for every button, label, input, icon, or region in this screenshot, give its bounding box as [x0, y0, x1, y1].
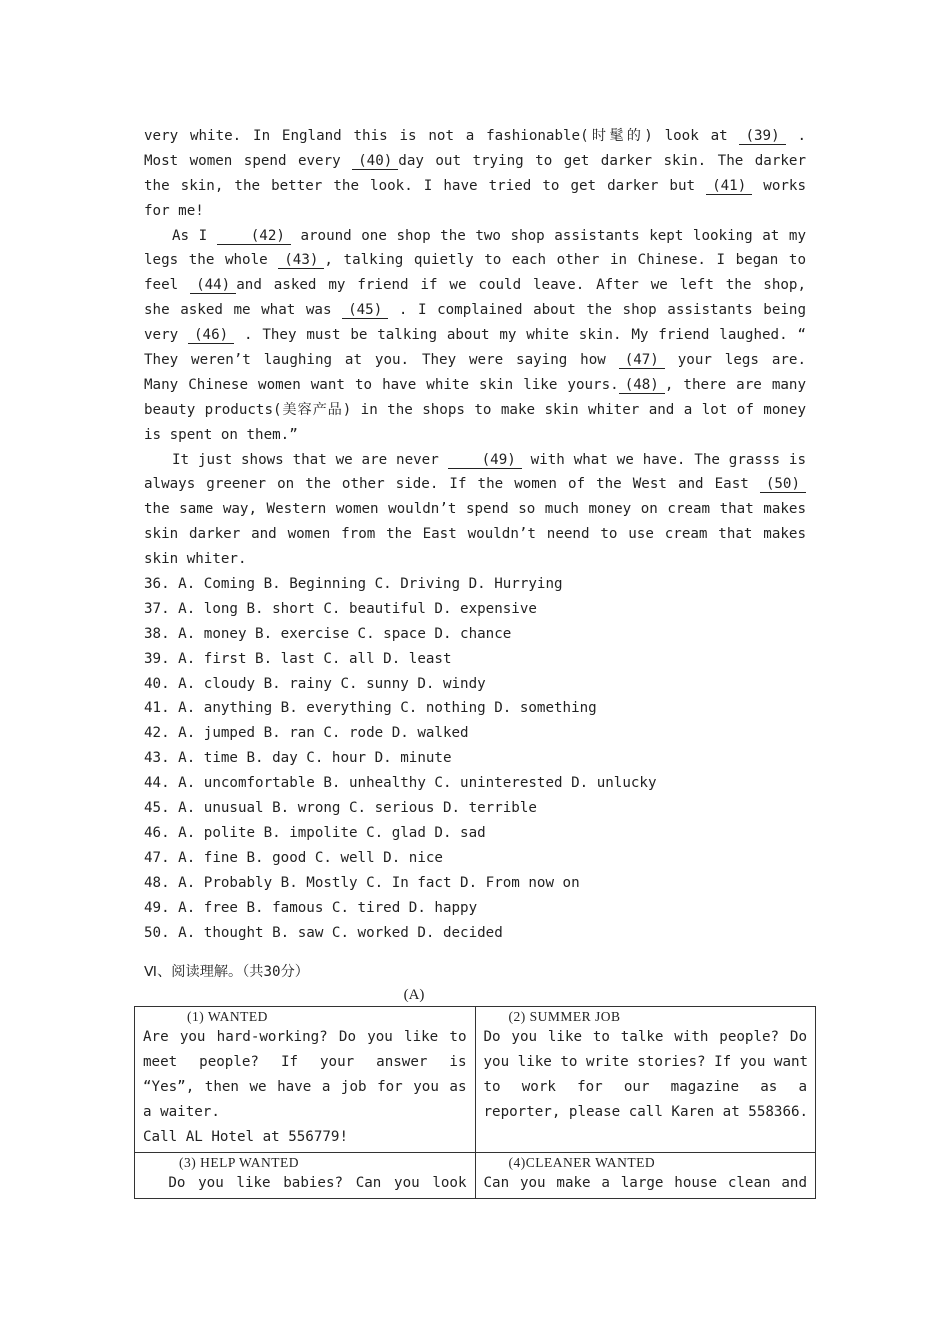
passage-line: the same way, Western women wouldn’t spend so much money on cream that makes — [144, 501, 806, 518]
passage-line: Many Chinese women want to have white skin like yours. (48) , there are many — [144, 376, 806, 393]
question-36: 36. A. Coming B. Beginning C. Driving D. Hurrying — [144, 576, 563, 593]
ads-row — [135, 1152, 816, 1198]
question-46: 46. A. polite B. impolite C. glad D. sad — [144, 824, 486, 841]
ad-line: Do you like babies? Can you look — [143, 1174, 467, 1191]
ad-heading: (3) HELP WANTED — [179, 1154, 299, 1170]
passage-line: very white. In England this is not a fashionable(时髦的) look at (39) . — [144, 128, 806, 144]
passage-line: for me! — [144, 202, 204, 219]
ad-wanted — [135, 1007, 476, 1153]
ad-line: a waiter. — [143, 1104, 220, 1121]
question-37: 37. A. long B. short C. beautiful D. expensive — [144, 600, 537, 617]
section-sub-wrap — [144, 984, 806, 1006]
passage-line: the skin, the better the look. I have tried to get darker but (41) works — [144, 177, 806, 194]
blank-42: (42) — [217, 228, 291, 245]
passage-line: skin whiter. — [144, 551, 247, 568]
question-40: 40. A. cloudy B. rainy C. sunny D. windy — [144, 675, 486, 692]
blank-45: (45) — [342, 302, 388, 319]
blank-49: (49) — [448, 452, 522, 469]
ad-cleaner-wanted — [475, 1152, 816, 1198]
ad-line: reporter, please call Karen at 558366. — [483, 1104, 809, 1121]
question-42: 42. A. jumped B. ran C. rode D. walked — [144, 725, 469, 742]
passage-line: legs the whole (43) , talking quietly to each other in Chinese. I began to — [144, 252, 806, 269]
ad-heading: (2) SUMMER JOB — [508, 1009, 621, 1025]
passage-line: Most women spend every (40) day out trying to get darker skin. The darker — [144, 152, 806, 169]
passage-line: They weren’t laughing at you. They were saying how (47) your legs are. — [144, 352, 806, 369]
blank-44: (44) — [190, 277, 236, 294]
ad-line: Call AL Hotel at 556779! — [143, 1129, 348, 1146]
ad-summer-job — [475, 1007, 816, 1153]
ad-heading: (1) WANTED — [187, 1009, 268, 1025]
blank-48: (48) — [619, 377, 665, 394]
blank-50: (50) — [760, 476, 806, 493]
ad-line: “Yes”, then we have a job for you as — [143, 1079, 467, 1096]
blank-47: (47) — [619, 352, 665, 369]
question-44: 44. A. uncomfortable B. unhealthy C. uninterested D. unlucky — [144, 775, 657, 792]
passage-line: beauty products(美容产品) in the shops to make skin whiter and a lot of money — [144, 401, 806, 418]
ad-line: Are you hard-working? Do you like to — [143, 1029, 467, 1046]
passage-line: always greener on the other side. If the women of the West and East (50) — [144, 472, 806, 497]
passage — [144, 124, 806, 572]
ad-line: Can you make a large house clean and — [483, 1174, 807, 1191]
blank-39: (39) — [739, 128, 785, 145]
section-sub-title: (A) — [403, 987, 425, 1004]
question-38: 38. A. money B. exercise C. space D. chance — [144, 625, 512, 642]
question-45: 45. A. unusual B. wrong C. serious D. terrible — [144, 800, 537, 817]
ads-row — [135, 1007, 816, 1153]
exam-page — [143, 124, 809, 1191]
ad-line: meet people? If your answer is — [143, 1054, 467, 1071]
section-title: Ⅵ、阅读理解。（共30分） — [144, 964, 309, 981]
question-47: 47. A. fine B. good C. well D. nice — [144, 849, 443, 866]
blank-46: (46) — [188, 327, 234, 344]
passage-line: skin darker and women from the East wouldn’t neend to use cream that makes — [144, 526, 806, 543]
passage-line: she asked me what was (45) . I complained about the shop assistants being — [144, 302, 806, 319]
passage-line: very (46) . They must be talking about my white skin. My friend laughed. “ — [144, 327, 806, 344]
blank-41: (41) — [706, 178, 752, 195]
question-39: 39. A. first B. last C. all D. least — [144, 650, 452, 667]
passage-line: feel (44) and asked my friend if we could leave. After we left the shop, — [144, 277, 806, 294]
ad-line: to work for our magazine as a — [483, 1079, 807, 1096]
blank-40: (40) — [352, 153, 398, 170]
question-41: 41. A. anything B. everything C. nothing D. something — [144, 700, 597, 717]
question-49: 49. A. free B. famous C. tired D. happy — [144, 899, 478, 916]
ads-table — [134, 1006, 816, 1198]
question-50: 50. A. thought B. saw C. worked D. decided — [144, 924, 503, 941]
passage-line: It just shows that we are never (49) with what we have. The grasss is — [172, 451, 806, 468]
ad-help-wanted — [135, 1152, 476, 1198]
passage-line: As I (42) around one shop the two shop assistants kept looking at my — [172, 227, 806, 244]
question-43: 43. A. time B. day C. hour D. minute — [144, 750, 452, 767]
question-list — [144, 572, 806, 945]
question-48: 48. A. Probably B. Mostly C. In fact D. From now on — [144, 874, 580, 891]
ad-line: Do you like to talke with people? Do — [483, 1029, 807, 1046]
ad-line: you like to write stories? If you want — [483, 1054, 809, 1071]
blank-43: (43) — [278, 252, 324, 269]
passage-line: is spent on them.” — [144, 426, 298, 443]
ad-heading: (4)CLEANER WANTED — [508, 1154, 656, 1170]
